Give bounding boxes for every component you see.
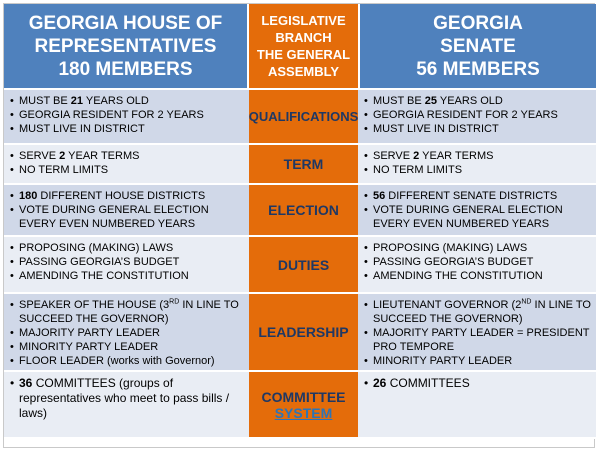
list-item: • MINORITY PARTY LEADER	[364, 354, 592, 368]
row-label-leadership: LEADERSHIP	[249, 294, 358, 372]
house-qualifications	[4, 90, 249, 145]
branch-header-line: LEGISLATIVE	[261, 13, 346, 28]
branch-header-line: ASSEMBLY	[267, 64, 340, 79]
list-item: • MAJORITY PARTY LEADER	[10, 326, 245, 340]
row-label-election: ELECTION	[249, 185, 358, 237]
house-header-line: 180 MEMBERS	[58, 58, 193, 80]
committee-system-link[interactable]: SYSTEM	[274, 404, 333, 421]
branch-header-line: THE GENERAL	[256, 47, 351, 62]
list-item: • PROPOSING (MAKING) LAWS	[364, 241, 592, 255]
list-item: • 180 DIFFERENT HOUSE DISTRICTS	[10, 189, 245, 203]
row-label-qualifications: QUALIFICATIONS	[249, 90, 358, 145]
list-item: • NO TERM LIMITS	[364, 163, 592, 177]
list-item: • 56 DIFFERENT SENATE DISTRICTS	[364, 189, 592, 203]
list-item: • MUST BE 25 YEARS OLD	[364, 94, 592, 108]
senate-header	[358, 4, 596, 90]
list-item: • MUST LIVE IN DISTRICT	[364, 122, 592, 136]
branch-header	[249, 4, 358, 90]
list-item: • PASSING GEORGIA’S BUDGET	[364, 255, 592, 269]
house-header	[4, 4, 249, 90]
list-item: • PROPOSING (MAKING) LAWS	[10, 241, 245, 255]
list-item: • AMENDING THE CONSTITUTION	[364, 269, 592, 283]
senate-committees	[358, 372, 596, 439]
branch-header-line: BRANCH	[275, 30, 332, 45]
list-item: • AMENDING THE CONSTITUTION	[10, 269, 245, 283]
list-item: • SPEAKER OF THE HOUSE (3RD IN LINE TO SUCCEED THE GOVERNOR)	[10, 298, 245, 326]
house-header-line: REPRESENTATIVES	[34, 35, 217, 57]
senate-header-line: SENATE	[440, 35, 516, 57]
senate-leadership	[358, 294, 596, 372]
senate-header-line: GEORGIA	[433, 12, 523, 34]
list-item: • VOTE DURING GENERAL ELECTION EVERY EVEN NUMBERED YEARS	[10, 203, 245, 231]
list-item: • MUST BE 21 YEARS OLD	[10, 94, 245, 108]
row-label-committee: COMMITTEE SYSTEM	[249, 372, 358, 439]
house-header-line: GEORGIA HOUSE OF	[28, 12, 223, 34]
list-item: • VOTE DURING GENERAL ELECTION EVERY EVEN NUMBERED YEARS	[364, 203, 592, 231]
list-item: • MAJORITY PARTY LEADER = PRESIDENT PRO TEMPORE	[364, 326, 592, 354]
senate-term	[358, 145, 596, 185]
list-item: • SERVE 2 YEAR TERMS	[10, 149, 245, 163]
list-item: • MINORITY PARTY LEADER	[10, 340, 245, 354]
house-leadership	[4, 294, 249, 372]
list-item: • 36 COMMITTEES (groups of representatives who meet to pass bills / laws)	[10, 376, 245, 421]
senate-election	[358, 185, 596, 237]
list-item: • MUST LIVE IN DISTRICT	[10, 122, 245, 136]
row-label-term: TERM	[249, 145, 358, 185]
house-committees	[4, 372, 249, 439]
row-label-duties: DUTIES	[249, 237, 358, 294]
list-item: • GEORGIA RESIDENT FOR 2 YEARS	[10, 108, 245, 122]
list-item: • PASSING GEORGIA’S BUDGET	[10, 255, 245, 269]
list-item: • GEORGIA RESIDENT FOR 2 YEARS	[364, 108, 592, 122]
list-item: • NO TERM LIMITS	[10, 163, 245, 177]
list-item: • 26 COMMITTEES	[364, 376, 592, 391]
legislative-branch-table	[3, 3, 595, 448]
senate-duties	[358, 237, 596, 294]
list-item: • LIEUTENANT GOVERNOR (2ND IN LINE TO SUCCEED THE GOVERNOR)	[364, 298, 592, 326]
house-term	[4, 145, 249, 185]
house-election	[4, 185, 249, 237]
senate-qualifications	[358, 90, 596, 145]
senate-header-line: 56 MEMBERS	[416, 58, 540, 80]
list-item: • SERVE 2 YEAR TERMS	[364, 149, 592, 163]
house-duties	[4, 237, 249, 294]
list-item: • FLOOR LEADER (works with Governor)	[10, 354, 245, 368]
